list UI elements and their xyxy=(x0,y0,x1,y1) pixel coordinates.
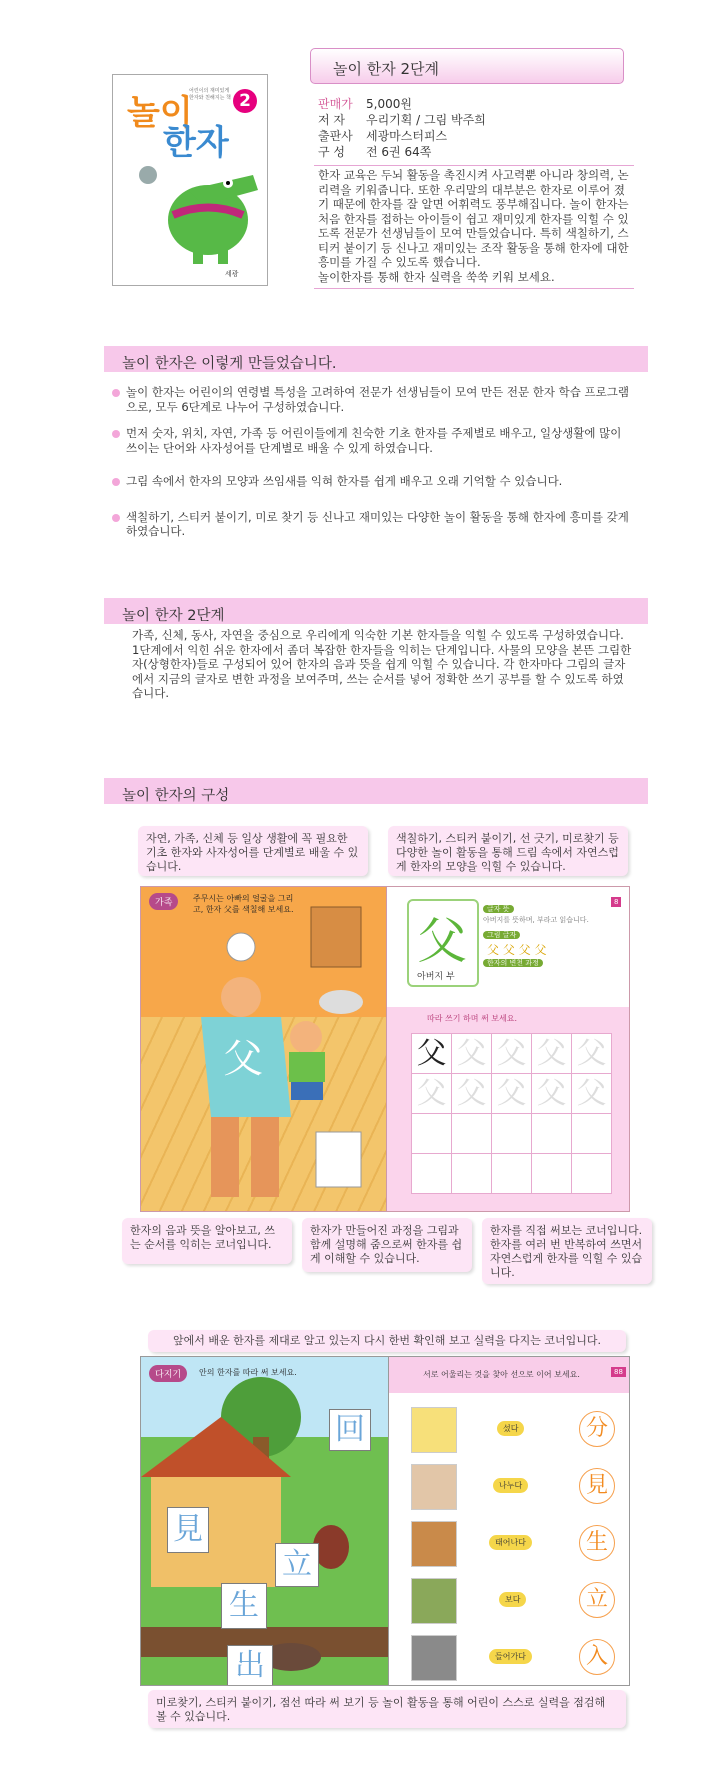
sample-writing-page xyxy=(386,886,630,1212)
review-instruction: 안의 한자를 따라 써 보세요. xyxy=(199,1368,297,1377)
shirt-hanja: 父 xyxy=(223,1036,263,1082)
scene-hanja: 見 xyxy=(167,1507,209,1553)
meta-row-composition: 구 성 전 6권 64쪽 xyxy=(318,145,432,159)
section-heading-level2: 놀이 한자 2단계 xyxy=(104,598,648,624)
step-meaning: 글자 뜻 xyxy=(483,903,514,914)
writing-title: 따라 쓰기 하며 써 보세요. xyxy=(427,1014,517,1023)
match-picture xyxy=(411,1635,457,1681)
scene-hanja: 出 xyxy=(227,1645,273,1686)
crocodile-illustration xyxy=(133,155,263,265)
matching-title: 서로 어울리는 것을 찾아 선으로 이어 보세요. xyxy=(423,1370,580,1379)
match-answer-hanja: 立 xyxy=(579,1582,615,1618)
grid-cell-empty xyxy=(492,1114,532,1154)
level2-description: 가족, 신체, 동사, 자연을 중심으로 우리에게 익숙한 기본 한자들을 익힐 수 있도록 구성하였습니다. 1단계에서 익힌 쉬운 한자에서 좀더 복잡한 한자들을 익히는 단계입니다. 사물의 모양을 본뜬 그림한자(상형한자)들로 구성되어 있어 한자의 음과 뜻을 쉽게 익힐 수 있습니다. 각 한자마다 그림의 글자에서 지금의 글자로 변한 과정을 보여주며, 쓰는 순서를 넣어 정확한 쓰기 공부를 할 수 있도록 하였습니다. xyxy=(132,628,632,700)
big-hanja: 父 xyxy=(417,912,467,970)
grid-cell-trace: 父 xyxy=(572,1074,612,1114)
cover-title-line2: 한자 xyxy=(163,123,229,163)
product-title: 놀이 한자 2단계 xyxy=(310,48,624,84)
grid-cell-empty xyxy=(412,1154,452,1194)
matching-exercise-page xyxy=(388,1356,630,1686)
grid-cell-trace: 父 xyxy=(452,1034,492,1074)
match-answer-hanja: 生 xyxy=(579,1525,615,1561)
callout-formation: 한자가 만들어진 과정을 그림과 함께 설명해 줌으로써 한자를 쉽게 이해할 수 있습니다. xyxy=(302,1218,472,1272)
step-picture: 그림 글자 xyxy=(483,929,520,940)
cover-tagline: 어린이의 재미있게 한자와 친해지는 책 xyxy=(189,88,231,101)
match-picture xyxy=(411,1578,457,1624)
grid-cell-empty xyxy=(532,1154,572,1194)
meta-row-author: 저 자 우리기획 / 그림 박주희 xyxy=(318,113,486,127)
callout-sound-meaning: 한자의 음과 뜻을 알아보고, 쓰는 순서를 익히는 코너입니다. xyxy=(122,1218,292,1264)
page-number: 88 xyxy=(611,1367,626,1377)
feature-bullet: 먼저 숫자, 위치, 자연, 가족 등 어린이들에게 친숙한 기초 한자를 주제별로 배우고, 일상생활에 많이 쓰이는 단어와 사자성어를 단계별로 배울 수 있게 하였습니다. xyxy=(112,426,632,455)
father-sleeping-illustration xyxy=(141,887,387,1211)
feature-bullet: 그림 속에서 한자의 모양과 쓰임새를 익혀 한자를 쉽게 배우고 오래 기억할 수 있습니다. xyxy=(112,474,632,489)
match-picture xyxy=(411,1464,457,1510)
grid-cell-empty xyxy=(452,1114,492,1154)
feature-bullet-list xyxy=(112,385,632,539)
lesson-badge: 가족 xyxy=(149,893,178,910)
match-answer-hanja: 分 xyxy=(579,1411,615,1447)
scene-hanja: 生 xyxy=(221,1583,267,1629)
feature-bullet: 색칠하기, 스티커 붙이기, 미로 찾기 등 신나고 재미있는 다양한 놀이 활동을 통해 한자에 흥미를 갖게 하였습니다. xyxy=(112,510,632,539)
match-answer-hanja: 入 xyxy=(579,1639,615,1675)
callout-review: 앞에서 배운 한자를 제대로 알고 있는지 다시 한번 확인해 보고 실력을 다지는 코너입니다. xyxy=(148,1330,626,1352)
grid-cell-empty xyxy=(412,1114,452,1154)
match-label: 태어나다 xyxy=(489,1535,532,1550)
meaning-text: 아버지를 뜻하며, 부라고 읽습니다. xyxy=(483,916,589,924)
cover-level-badge: 2 xyxy=(233,89,257,113)
review-badge: 다지기 xyxy=(149,1365,187,1382)
product-description xyxy=(314,165,634,289)
cover-title-line1: 놀이 xyxy=(127,93,193,133)
hanja-reading: 아버지 부 xyxy=(417,972,455,982)
meta-row-publisher: 출판사 세광마스터피스 xyxy=(318,129,448,143)
grid-cell-trace: 父 xyxy=(492,1074,532,1114)
match-picture xyxy=(411,1407,457,1453)
meta-row-price: 판매가 5,000원 xyxy=(318,97,412,111)
grid-cell-trace: 父 xyxy=(572,1034,612,1074)
callout-writing-corner: 한자를 직접 써보는 코너입니다. 한자를 여러 번 반복하여 쓰면서 자연스럽게 한자를 익힐 수 있습니다. xyxy=(482,1218,652,1284)
description-text: 한자 교육은 두뇌 활동을 촉진시켜 사고력뿐 아니라 창의력, 논리력을 키워줍니다. 또한 우리말의 대부분은 한자로 이루어 졌기 때문에 한자를 잘 알면 어휘력도 풍부해집니다. 놀이 한자는 처음 한자를 접하는 아이들이 쉽고 재미있게 한자를 익힐 수 있도록 전문가 선생님들이 모여 만들었습니다. 특히 색칠하기, 스티커 붙이기 등 신나고 재미있는 조작 활동을 통해 한자에 대한 흥미를 가질 수 있도록 했습니다. xyxy=(318,168,629,269)
scene-hanja: 立 xyxy=(275,1543,319,1587)
callout-self-check: 미로찾기, 스티커 붙이기, 점선 따라 써 보기 등 놀이 활동을 통해 어린이 스스로 실력을 점검해 볼 수 있습니다. xyxy=(148,1690,626,1728)
match-label: 들어가다 xyxy=(489,1649,532,1664)
grid-cell-sample: 父 xyxy=(412,1034,452,1074)
book-cover-image xyxy=(112,74,268,286)
grid-cell-empty xyxy=(452,1154,492,1194)
scene-hanja: 回 xyxy=(329,1409,371,1451)
grid-cell-empty xyxy=(532,1114,572,1154)
grid-cell-trace: 父 xyxy=(532,1034,572,1074)
product-meta xyxy=(318,96,486,160)
match-answer-hanja: 見 xyxy=(579,1468,615,1504)
page-number: 8 xyxy=(611,897,621,907)
lesson-instruction: 주무시는 아빠의 얼굴을 그리고, 한자 父를 색칠해 보세요. xyxy=(193,894,294,914)
evolution-chars: 父 父 父 父 xyxy=(487,943,547,957)
section-heading-how-made: 놀이 한자은 이렇게 만들었습니다. xyxy=(104,346,648,372)
grid-cell-trace: 父 xyxy=(412,1074,452,1114)
grid-cell-empty xyxy=(572,1154,612,1194)
grid-cell-trace: 父 xyxy=(452,1074,492,1114)
feature-bullet: 놀이 한자는 어린이의 연령별 특성을 고려하여 전문가 선생님들이 모여 만든 전문 한자 학습 프로그램으로, 모두 6단계로 나누어 구성하였습니다. xyxy=(112,385,632,414)
match-label: 섰다 xyxy=(497,1421,524,1436)
writing-grid xyxy=(411,1033,612,1194)
section-heading-composition: 놀이 한자의 구성 xyxy=(104,778,648,804)
grid-cell-trace: 父 xyxy=(532,1074,572,1114)
match-label: 보다 xyxy=(499,1592,526,1607)
callout-play-activities: 색칠하기, 스티커 붙이기, 선 긋기, 미로찾기 등 다양한 놀이 활동을 통해 드림 속에서 자연스럽게 한자의 모양을 익힐 수 있습니다. xyxy=(388,826,628,876)
callout-basic-hanja: 자연, 가족, 신체 등 일상 생활에 꼭 필요한 기초 한자와 사자성어를 단계별로 배울 수 있습니다. xyxy=(138,826,368,876)
match-label: 나누다 xyxy=(493,1478,528,1493)
step-evolution: 한자의 변천 과정 xyxy=(483,957,543,968)
grid-cell-empty xyxy=(492,1154,532,1194)
cover-publisher: 세광 xyxy=(225,270,239,278)
grid-cell-empty xyxy=(572,1114,612,1154)
match-picture xyxy=(411,1521,457,1567)
grid-cell-trace: 父 xyxy=(492,1034,532,1074)
review-scene-illustration xyxy=(140,1356,390,1686)
sample-page-illustration xyxy=(140,886,388,1212)
description-last-line: 놀이한자를 통해 한자 실력을 쑥쑥 키워 보세요. xyxy=(318,269,555,284)
